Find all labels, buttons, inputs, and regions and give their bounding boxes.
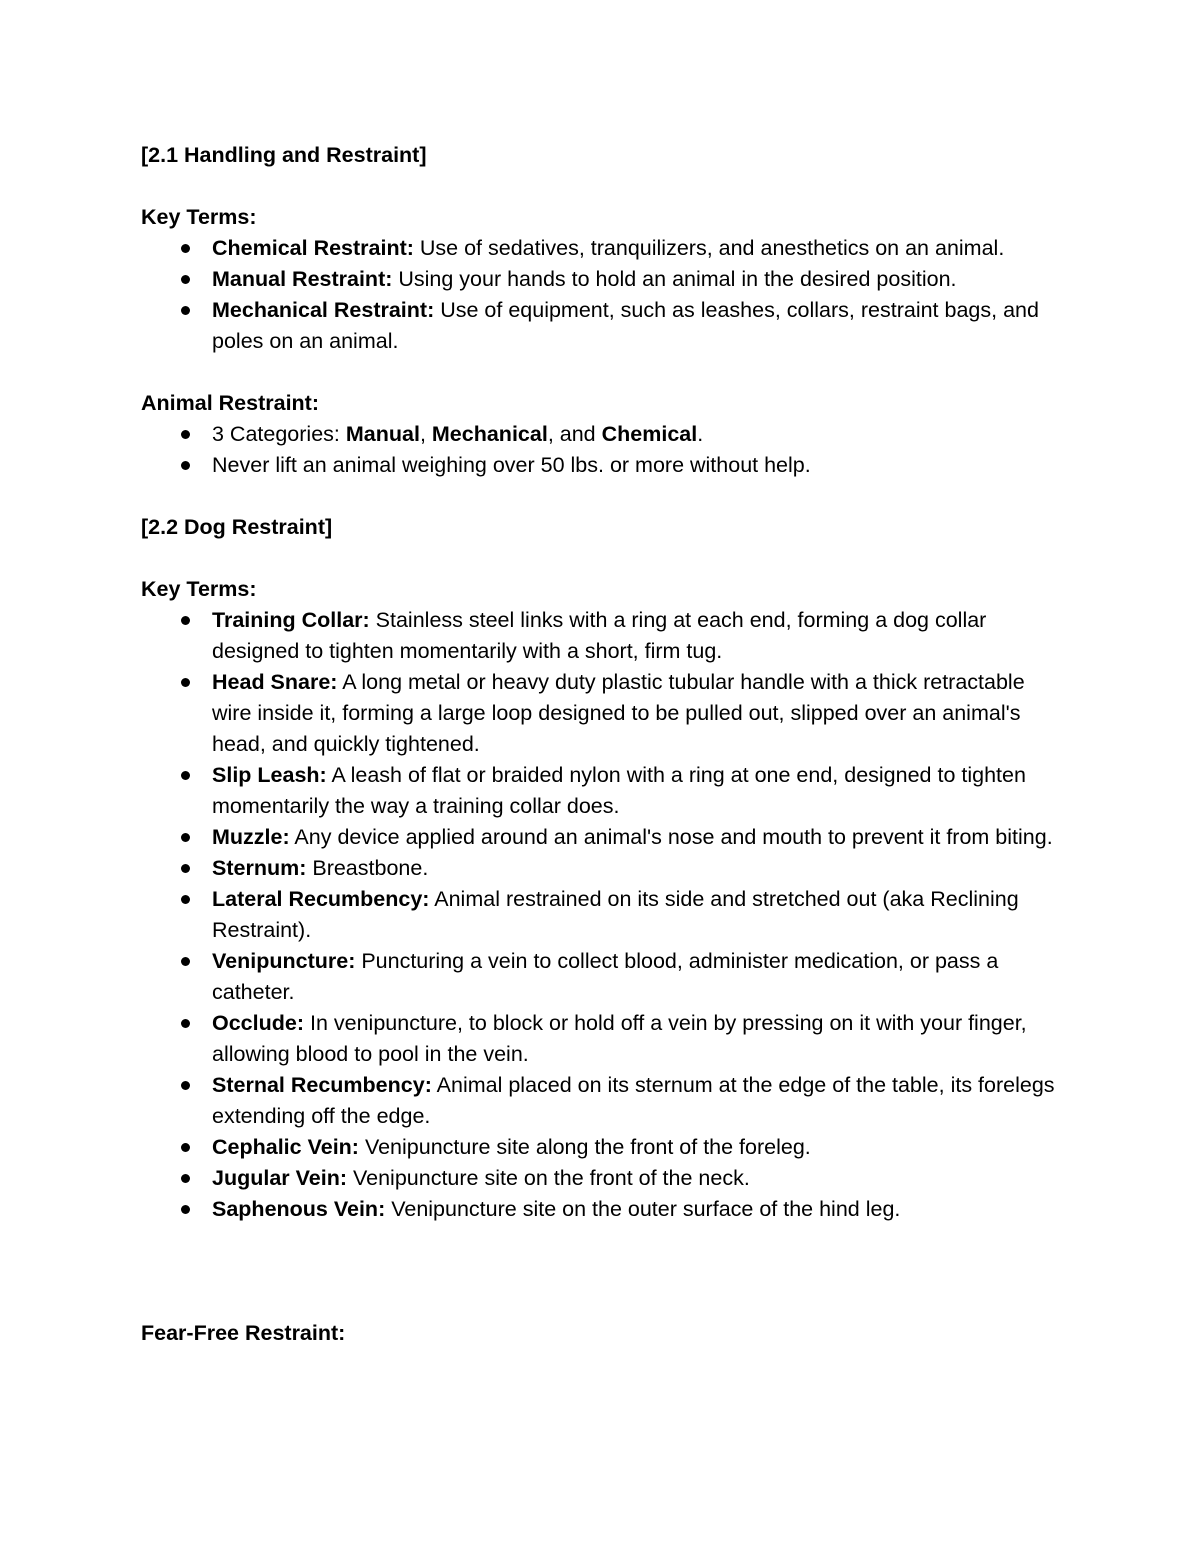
list-item bbox=[212, 884, 1061, 946]
term-label: Chemical Restraint: bbox=[212, 236, 414, 260]
categories-suffix: . bbox=[697, 422, 704, 446]
list-item bbox=[212, 419, 1061, 450]
list-item bbox=[212, 853, 1061, 884]
term-label: Muzzle: bbox=[212, 825, 290, 849]
term-label: Head Snare: bbox=[212, 670, 338, 694]
list-item bbox=[212, 1070, 1061, 1132]
list-item bbox=[212, 667, 1061, 760]
term-definition: Any device applied around an animal's nose and mouth to prevent it from biting. bbox=[289, 825, 1053, 849]
list-item bbox=[212, 946, 1061, 1008]
lift-note: Never lift an animal weighing over 50 lbs. or more without help. bbox=[212, 453, 811, 477]
term-label: Lateral Recumbency: bbox=[212, 887, 430, 911]
section-title-dog-restraint: [2.2 Dog Restraint] bbox=[141, 515, 333, 539]
term-definition: Using your hands to hold an animal in the desired position. bbox=[392, 267, 957, 291]
term-definition: A long metal or heavy duty plastic tubular handle with a thick retractable wire inside it, forming a large loop designed to be pulled out, slipped over an animal's head, and quickly tightened. bbox=[212, 670, 1025, 756]
term-label: Cephalic Vein: bbox=[212, 1135, 359, 1159]
animal-restraint-list bbox=[141, 419, 1061, 481]
list-item bbox=[212, 233, 1061, 264]
term-label: Manual Restraint: bbox=[212, 267, 393, 291]
list-item bbox=[212, 1163, 1061, 1194]
animal-restraint-heading: Animal Restraint: bbox=[141, 391, 320, 415]
term-definition: Venipuncture site on the front of the neck. bbox=[347, 1166, 750, 1190]
categories-separator: , bbox=[419, 422, 432, 446]
term-definition: Animal restrained on its side and stretched out (aka Reclining Restraint). bbox=[212, 887, 1019, 942]
term-label: Jugular Vein: bbox=[212, 1166, 348, 1190]
section-title-fear-free-restraint: Fear-Free Restraint: bbox=[141, 1321, 346, 1345]
term-label: Saphenous Vein: bbox=[212, 1197, 386, 1221]
term-label: Mechanical Restraint: bbox=[212, 298, 435, 322]
term-definition: Venipuncture site on the outer surface of the hind leg. bbox=[385, 1197, 901, 1221]
term-definition: Breastbone. bbox=[306, 856, 429, 880]
term-label: Occlude: bbox=[212, 1011, 304, 1035]
term-definition: Venipuncture site along the front of the foreleg. bbox=[358, 1135, 811, 1159]
key-terms-heading: Key Terms: bbox=[141, 205, 257, 229]
list-item bbox=[212, 264, 1061, 295]
term-label: Sternal Recumbency: bbox=[212, 1073, 432, 1097]
term-definition: Stainless steel links with a ring at each end, forming a dog collar designed to tighten momentarily with a short, firm tug. bbox=[212, 608, 987, 663]
list-item bbox=[212, 760, 1061, 822]
list-item bbox=[212, 822, 1061, 853]
categories-prefix: 3 Categories: bbox=[212, 422, 346, 446]
list-item bbox=[212, 605, 1061, 667]
term-definition: Use of sedatives, tranquilizers, and anesthetics on an animal. bbox=[413, 236, 1005, 260]
list-item bbox=[212, 295, 1061, 357]
category-mechanical: Mechanical bbox=[431, 422, 548, 446]
dog-key-terms-list bbox=[141, 605, 1061, 1225]
term-label: Sternum: bbox=[212, 856, 307, 880]
term-label: Venipuncture: bbox=[212, 949, 356, 973]
category-chemical: Chemical bbox=[601, 422, 698, 446]
key-terms-heading: Key Terms: bbox=[141, 577, 257, 601]
categories-separator: , and bbox=[547, 422, 602, 446]
list-item bbox=[212, 450, 1061, 481]
term-definition: Use of equipment, such as leashes, collars, restraint bags, and poles on an animal. bbox=[212, 298, 1039, 353]
term-definition: Puncturing a vein to collect blood, administer medication, or pass a catheter. bbox=[212, 949, 999, 1004]
category-manual: Manual bbox=[345, 422, 420, 446]
list-item bbox=[212, 1194, 1061, 1225]
term-definition: In venipuncture, to block or hold off a vein by pressing on it with your finger, allowing blood to pool in the vein. bbox=[212, 1011, 1027, 1066]
term-label: Slip Leash: bbox=[212, 763, 327, 787]
list-item bbox=[212, 1132, 1061, 1163]
key-terms-list bbox=[141, 233, 1061, 357]
section-title-handling-restraint: [2.1 Handling and Restraint] bbox=[141, 143, 427, 167]
term-definition: Animal placed on its sternum at the edge of the table, its forelegs extending off the edge. bbox=[212, 1073, 1055, 1128]
term-label: Training Collar: bbox=[212, 608, 370, 632]
list-item bbox=[212, 1008, 1061, 1070]
term-definition: A leash of flat or braided nylon with a ring at one end, designed to tighten momentarily the way a training collar does. bbox=[212, 763, 1026, 818]
document-page bbox=[141, 140, 1061, 1349]
